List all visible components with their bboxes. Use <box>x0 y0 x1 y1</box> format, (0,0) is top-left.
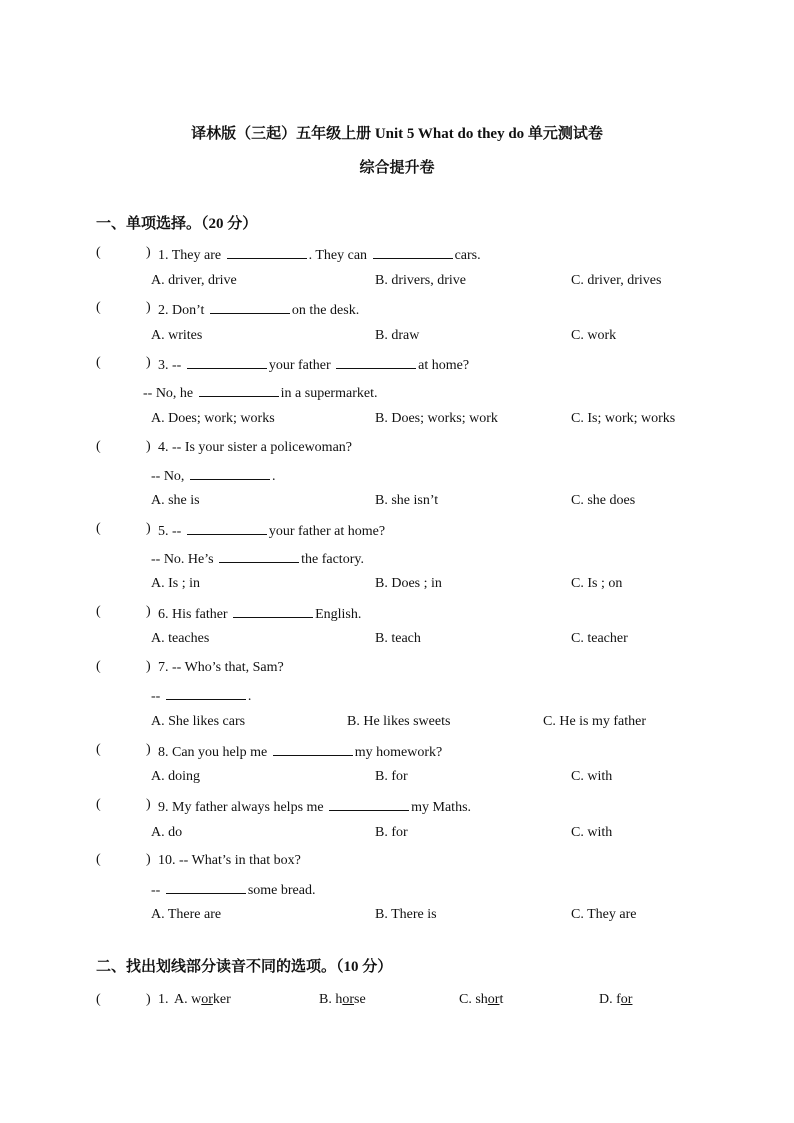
question-stem: 6. His father English. <box>158 604 361 624</box>
answer-blank <box>336 355 416 369</box>
answer-paren-open: ( <box>96 300 101 315</box>
answer-blank <box>227 245 307 259</box>
section-1-heading: 一、单项选择。（20 分） <box>96 216 258 232</box>
question-sub-line: -- . <box>151 686 251 706</box>
question-stem: 5. -- your father at home? <box>158 521 385 541</box>
answer-paren-open: ( <box>96 992 101 1007</box>
option-c: C. They are <box>571 907 637 922</box>
answer-paren-open: ( <box>96 659 101 674</box>
question-stem: 10. -- What’s in that box? <box>158 853 301 868</box>
option-a: A. she is <box>151 493 200 508</box>
question-stem: 8. Can you help me my homework? <box>158 742 442 762</box>
option-d: D. for <box>599 992 633 1007</box>
answer-blank <box>329 797 409 811</box>
option-c: C. short <box>459 992 504 1007</box>
option-a: A. worker <box>174 992 231 1007</box>
answer-blank <box>187 521 267 535</box>
option-b: B. for <box>375 825 408 840</box>
option-a: A. There are <box>151 907 222 922</box>
answer-paren-open: ( <box>96 797 101 812</box>
answer-paren-close: ) <box>146 742 151 757</box>
option-c: C. with <box>571 825 613 840</box>
question-stem: 2. Don’t on the desk. <box>158 300 359 320</box>
option-a: A. doing <box>151 769 200 784</box>
answer-blank <box>190 466 270 480</box>
option-a: A. driver, drive <box>151 273 237 288</box>
answer-paren-close: ) <box>146 852 151 867</box>
option-c: C. with <box>571 769 613 784</box>
question-sub-line: -- No, . <box>151 466 275 486</box>
answer-paren-open: ( <box>96 439 101 454</box>
answer-paren-close: ) <box>146 604 151 619</box>
question-sub-line: -- No. He’s the factory. <box>151 549 364 569</box>
answer-paren-open: ( <box>96 521 101 536</box>
option-a: A. do <box>151 825 183 840</box>
option-c: C. Is; work; works <box>571 411 676 426</box>
answer-paren-close: ) <box>146 300 151 315</box>
option-b: B. teach <box>375 631 421 646</box>
question-stem: 7. -- Who’s that, Sam? <box>158 660 284 675</box>
question-sub-line: -- some bread. <box>151 880 315 900</box>
question-stem: 1. They are . They can cars. <box>158 245 481 265</box>
question-number: 1. <box>158 992 169 1007</box>
answer-blank <box>210 300 290 314</box>
section-2-heading: 二、找出划线部分读音不同的选项。（10 分） <box>96 959 393 975</box>
option-b: B. Does; works; work <box>375 411 498 426</box>
option-b: B. draw <box>375 328 420 343</box>
question-stem: 3. -- your father at home? <box>158 355 469 375</box>
answer-paren-close: ) <box>146 992 151 1007</box>
answer-blank <box>273 742 353 756</box>
answer-paren-open: ( <box>96 245 101 260</box>
answer-paren-close: ) <box>146 797 151 812</box>
answer-blank <box>166 880 246 894</box>
answer-paren-close: ) <box>146 439 151 454</box>
option-c: C. work <box>571 328 617 343</box>
answer-paren-close: ) <box>146 355 151 370</box>
answer-paren-close: ) <box>146 245 151 260</box>
answer-blank <box>187 355 267 369</box>
option-c: C. she does <box>571 493 636 508</box>
option-b: B. horse <box>319 992 366 1007</box>
answer-blank <box>199 383 279 397</box>
option-a: A. teaches <box>151 631 210 646</box>
answer-paren-open: ( <box>96 852 101 867</box>
answer-paren-close: ) <box>146 521 151 536</box>
option-c: C. Is ; on <box>571 576 623 591</box>
answer-paren-open: ( <box>96 355 101 370</box>
answer-blank <box>219 549 299 563</box>
option-b: B. There is <box>375 907 437 922</box>
option-b: B. drivers, drive <box>375 273 466 288</box>
document-subtitle: 综合提升卷 <box>359 160 435 176</box>
option-c: C. driver, drives <box>571 273 662 288</box>
option-c: C. teacher <box>571 631 628 646</box>
option-a: A. writes <box>151 328 203 343</box>
option-c: C. He is my father <box>543 714 647 729</box>
answer-blank <box>233 604 313 618</box>
answer-paren-close: ) <box>146 659 151 674</box>
option-a: A. Is ; in <box>151 576 200 591</box>
question-stem: 9. My father always helps me my Maths. <box>158 797 471 817</box>
option-a: A. She likes cars <box>151 714 246 729</box>
question-sub-line: -- No, he in a supermarket. <box>143 383 377 403</box>
document-title: 译林版（三起）五年级上册 Unit 5 What do they do 单元测试卷 <box>191 126 603 142</box>
answer-blank <box>373 245 453 259</box>
question-stem: 4. -- Is your sister a policewoman? <box>158 440 352 455</box>
answer-paren-open: ( <box>96 604 101 619</box>
option-a: A. Does; work; works <box>151 411 275 426</box>
option-b: B. she isn’t <box>375 493 439 508</box>
answer-blank <box>166 686 246 700</box>
option-b: B. He likes sweets <box>347 714 451 729</box>
option-b: B. Does ; in <box>375 576 442 591</box>
option-b: B. for <box>375 769 408 784</box>
answer-paren-open: ( <box>96 742 101 757</box>
